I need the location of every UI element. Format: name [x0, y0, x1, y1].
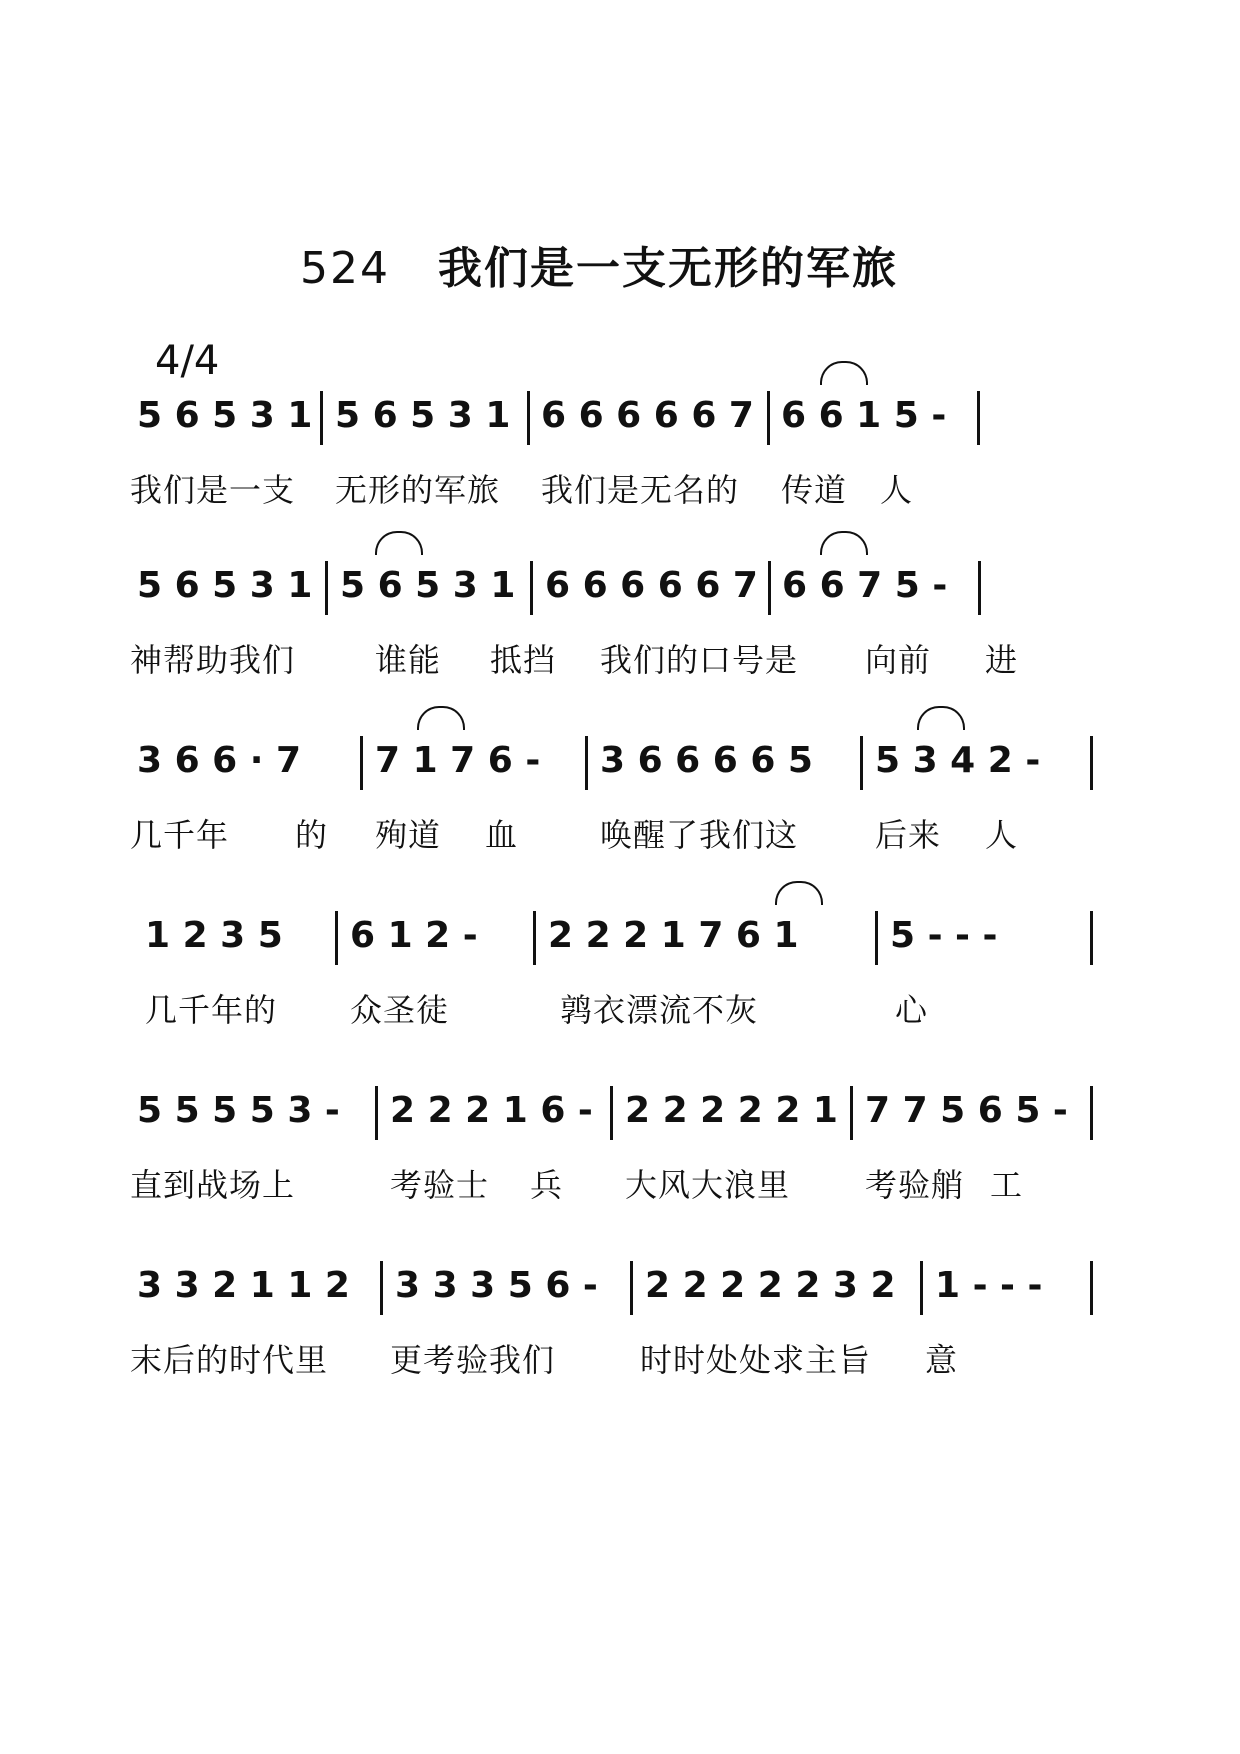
bar-line: [767, 391, 770, 445]
measure-4: 6 6 1 5 -: [781, 395, 947, 436]
notes-row: [137, 565, 1105, 625]
lyric: 唤醒了我们这: [600, 816, 799, 854]
measure-1: 3 3 2 1 1 2: [137, 1265, 350, 1306]
lyric: 几千年: [130, 816, 230, 854]
lyric: 后来: [875, 816, 942, 854]
measure-1: 5 6 5 3 1: [137, 565, 313, 606]
lyric: 血: [485, 816, 519, 854]
slur: [417, 706, 465, 730]
time-signature: 4/4: [155, 338, 220, 384]
bar-line: [920, 1261, 923, 1315]
bar-line: [978, 561, 981, 615]
measure-4: 5 3 4 2 -: [875, 740, 1041, 781]
bar-line: [1090, 1086, 1093, 1140]
bar-line: [610, 1086, 613, 1140]
bar-line: [850, 1086, 853, 1140]
song-title-text: 我们是一支无形的军旅: [437, 243, 898, 294]
lyric: 谁能: [375, 641, 442, 679]
bar-line: [585, 736, 588, 790]
lyric: 无形的军旅: [335, 471, 501, 509]
lyric: 传道: [781, 471, 848, 509]
lyric: 大风大浪里: [625, 1166, 791, 1204]
measure-2: 2 2 2 1 6 -: [390, 1090, 593, 1131]
song-number: 524: [300, 243, 390, 294]
lyric: 意: [925, 1341, 959, 1379]
notes-row: [137, 1265, 1105, 1325]
staff-system-5: [130, 1090, 1105, 1210]
measure-2: 7 1 7 6 -: [375, 740, 541, 781]
song-title: [300, 232, 898, 296]
lyric: 众圣徒: [350, 991, 450, 1029]
measure-4: 1 - - -: [935, 1265, 1043, 1306]
measure-4: 7 7 5 6 5 -: [865, 1090, 1068, 1131]
measure-3: 6 6 6 6 6 7: [545, 565, 758, 606]
lyric: 神帮助我们: [130, 641, 296, 679]
bar-line: [380, 1261, 383, 1315]
notes-row: [137, 1090, 1105, 1150]
lyric: 我们是无名的: [541, 471, 740, 509]
measure-1: 5 6 5 3 1: [137, 395, 313, 436]
measure-3: 2 2 2 2 2 3 2: [645, 1265, 896, 1306]
lyric: 几千年的: [145, 991, 278, 1029]
measure-2: 3 3 3 5 6 -: [395, 1265, 598, 1306]
staff-system-6: [130, 1265, 1105, 1385]
slur: [375, 531, 423, 555]
slur: [820, 361, 868, 385]
lyric: 我们是一支: [130, 471, 296, 509]
measure-3: 2 2 2 2 2 1: [625, 1090, 838, 1131]
bar-line: [977, 391, 980, 445]
staff-system-1: [130, 395, 1105, 515]
lyric: 工: [990, 1166, 1024, 1204]
measure-3: 2 2 2 1 7 6 1: [548, 915, 799, 956]
bar-line: [375, 1086, 378, 1140]
measure-1: 5 5 5 5 3 -: [137, 1090, 340, 1131]
bar-line: [1090, 911, 1093, 965]
notes-row: [145, 915, 1105, 975]
notes-row: [137, 740, 1105, 800]
lyric: 殉道: [375, 816, 442, 854]
lyric: 进: [985, 641, 1019, 679]
measure-2: 5 6 5 3 1: [340, 565, 516, 606]
bar-line: [533, 911, 536, 965]
lyric: 鹑衣漂流不灰: [560, 991, 759, 1029]
staff-system-3: [130, 740, 1105, 860]
bar-line: [875, 911, 878, 965]
slur: [820, 531, 868, 555]
bar-line: [335, 911, 338, 965]
bar-line: [530, 561, 533, 615]
staff-system-2: [130, 565, 1105, 685]
bar-line: [360, 736, 363, 790]
measure-3: 6 6 6 6 6 7: [541, 395, 754, 436]
slur: [775, 881, 823, 905]
bar-line: [630, 1261, 633, 1315]
lyric: 人: [985, 816, 1019, 854]
lyric: 直到战场上: [130, 1166, 296, 1204]
bar-line: [527, 391, 530, 445]
measure-2: 6 1 2 -: [350, 915, 478, 956]
lyric: 末后的时代里: [130, 1341, 329, 1379]
lyric: 考验艄: [865, 1166, 965, 1204]
measure-3: 3 6 6 6 6 5: [600, 740, 813, 781]
measure-1: 3 6 6 · 7: [137, 740, 302, 781]
measure-4: 5 - - -: [890, 915, 998, 956]
lyric: 心: [895, 991, 929, 1029]
bar-line: [860, 736, 863, 790]
lyric: 时时处处求主旨: [640, 1341, 872, 1379]
lyric: 兵: [530, 1166, 564, 1204]
staff-system-4: [145, 915, 1105, 1035]
bar-line: [1090, 1261, 1093, 1315]
bar-line: [320, 391, 323, 445]
measure-4: 6 6 7 5 -: [782, 565, 948, 606]
notes-row: [137, 395, 1105, 455]
lyric: 向前: [865, 641, 932, 679]
measure-2: 5 6 5 3 1: [335, 395, 511, 436]
lyric: 更考验我们: [390, 1341, 556, 1379]
lyric: 的: [295, 816, 329, 854]
slur: [917, 706, 965, 730]
lyric: 我们的口号是: [600, 641, 799, 679]
lyric: 抵挡: [490, 641, 557, 679]
measure-1: 1 2 3 5: [145, 915, 283, 956]
bar-line: [768, 561, 771, 615]
bar-line: [1090, 736, 1093, 790]
lyric: 考验士: [390, 1166, 490, 1204]
bar-line: [325, 561, 328, 615]
lyric: 人: [880, 471, 914, 509]
